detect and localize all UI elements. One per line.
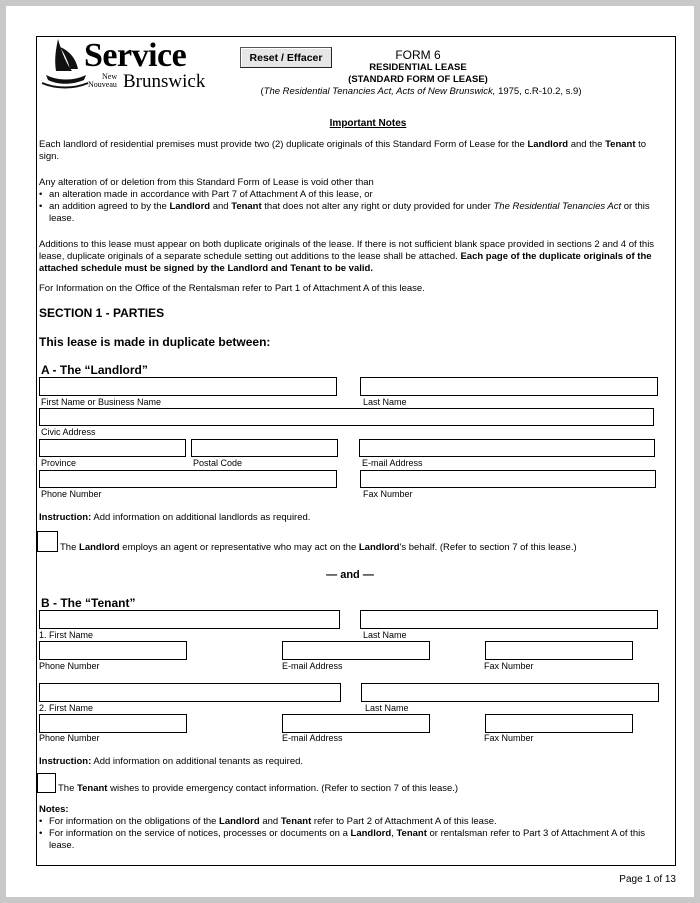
note-text: The Residential Tenancies Act xyxy=(493,201,622,212)
label-phone: Phone Number xyxy=(41,489,102,499)
label-first-name-2: 2. First Name xyxy=(39,703,94,713)
note-text: to sign. xyxy=(39,139,647,162)
tenant1-email-input[interactable] xyxy=(282,641,430,660)
tenant-heading: B - The “Tenant” xyxy=(41,596,136,610)
page xyxy=(6,6,694,897)
section-1-title: SECTION 1 - PARTIES xyxy=(39,306,165,320)
note-paragraph-1 xyxy=(39,139,655,163)
note-paragraph-4: For Information on the Office of the Rentalsman refer to Part 1 of Attachment A of this lease. xyxy=(39,283,425,294)
note-text: Landlord xyxy=(350,828,392,839)
instruction-text: Add information on additional tenants as required. xyxy=(91,756,304,767)
label-last-name: Last Name xyxy=(363,630,407,640)
form-title-1: RESIDENTIAL LEASE xyxy=(369,62,467,73)
landlord-first-name-input[interactable] xyxy=(39,377,337,396)
landlord-fax-input[interactable] xyxy=(360,470,656,488)
emergency-contact-label xyxy=(58,783,458,795)
note-text: Tenant xyxy=(231,201,262,212)
landlord-phone-input[interactable] xyxy=(39,470,337,488)
note-text: Tenant xyxy=(605,139,636,150)
act-citation-rest: 1975, c.R-10.2, s.9) xyxy=(495,86,582,97)
note-text: or rentalsman refer to Part 3 of Attachment A of this lease. xyxy=(49,828,645,851)
landlord-civic-address-input[interactable] xyxy=(39,408,654,426)
note-text: an alteration made in accordance with Part 7 of Attachment A of this lease, or xyxy=(49,189,373,200)
note-text: Landlord xyxy=(219,816,260,827)
page-number: Page 1 of 13 xyxy=(619,874,676,885)
note-text: For information on the service of notices, processes or documents on a xyxy=(49,828,351,839)
tenant2-email-input[interactable] xyxy=(282,714,430,733)
tenant1-first-name-input[interactable] xyxy=(39,610,340,629)
sailboat-logo-icon xyxy=(40,37,90,89)
label-fax: Fax Number xyxy=(484,733,534,743)
section-1-subtitle: This lease is made in duplicate between: xyxy=(39,335,271,349)
note-text: Landlord xyxy=(169,201,211,212)
label-last-name: Last Name xyxy=(363,397,407,407)
form-number: FORM 6 xyxy=(395,48,441,62)
landlord-email-input[interactable] xyxy=(359,439,655,457)
note-text: and the xyxy=(568,139,606,150)
label-phone: Phone Number xyxy=(39,733,100,743)
tenant2-first-name-input[interactable] xyxy=(39,683,341,702)
label-first-name-1: 1. First Name xyxy=(39,630,94,640)
important-notes-heading: Important Notes xyxy=(329,118,407,129)
emergency-text: wishes to provide emergency contact information. (Refer to section 7 of this lease.) xyxy=(107,783,459,794)
instruction-label: Instruction: xyxy=(39,756,92,767)
agent-checkbox[interactable] xyxy=(37,531,58,552)
form-title-2: (STANDARD FORM OF LEASE) xyxy=(348,74,488,85)
and-separator: — and — xyxy=(326,569,374,581)
service-nb-logo xyxy=(40,37,210,95)
note-text: Each landlord of residential premises must provide two (2) duplicate originals of this Standard Form of Lease for the xyxy=(39,139,528,150)
note-text: and xyxy=(259,816,281,827)
note-text: Additions to this lease must appear on both duplicate originals of the lease. If there is not sufficient blank space provided in sections 2 and 4 of this lease, duplicate originals of a separate schedule setting out additions to the lease shall be attached. xyxy=(39,239,655,262)
tenant1-phone-input[interactable] xyxy=(39,641,187,660)
act-citation-italic: The Residential Tenancies Act, Acts of New Brunswick, xyxy=(263,86,496,97)
note-text: For information on the obligations of the xyxy=(49,816,220,827)
logo-new-text: New xyxy=(102,72,118,81)
note-text: or this lease. xyxy=(49,201,650,224)
note-bullet xyxy=(39,201,655,225)
logo-brunswick-text: Brunswick xyxy=(123,71,206,92)
agent-checkbox-label xyxy=(60,542,577,554)
label-email: E-mail Address xyxy=(282,661,343,671)
label-email: E-mail Address xyxy=(362,458,423,468)
note-bullet xyxy=(39,828,665,852)
landlord-instruction xyxy=(39,512,310,524)
note-text: an addition agreed to by the xyxy=(49,201,170,212)
landlord-last-name-input[interactable] xyxy=(360,377,658,396)
note-paragraph-2 xyxy=(39,177,655,225)
instruction-label: Instruction: xyxy=(39,512,92,523)
note-paragraph-3 xyxy=(39,239,665,275)
label-email: E-mail Address xyxy=(282,733,343,743)
note-bullet xyxy=(39,816,665,828)
agent-text: Landlord xyxy=(358,542,400,553)
note-text: Tenant xyxy=(280,816,312,827)
label-phone: Phone Number xyxy=(39,661,100,671)
section-notes xyxy=(39,804,665,852)
agent-text: employs an agent or representative who may act on the xyxy=(119,542,359,553)
emergency-text: The xyxy=(58,783,78,794)
agent-text: Landlord xyxy=(79,542,120,553)
logo-nouveau-text: Nouveau xyxy=(88,80,117,89)
label-postal-code: Postal Code xyxy=(193,458,243,468)
emergency-text: Tenant xyxy=(77,783,108,794)
emergency-contact-checkbox[interactable] xyxy=(37,773,56,793)
tenant2-phone-input[interactable] xyxy=(39,714,187,733)
tenant-instruction xyxy=(39,756,303,768)
label-province: Province xyxy=(41,458,77,468)
landlord-postal-code-input[interactable] xyxy=(191,439,338,457)
agent-text: 's behalf. (Refer to section 7 of this lease.) xyxy=(399,542,577,553)
logo-service-text: Service xyxy=(84,37,187,74)
tenant1-last-name-input[interactable] xyxy=(360,610,658,629)
label-fax: Fax Number xyxy=(484,661,534,671)
tenant1-fax-input[interactable] xyxy=(485,641,633,660)
instruction-text: Add information on additional landlords as required. xyxy=(91,512,311,523)
label-first-name-business: First Name or Business Name xyxy=(41,397,162,407)
reset-button[interactable]: Reset / Effacer xyxy=(240,47,332,68)
note-text: , xyxy=(391,828,397,839)
note-text: Tenant xyxy=(396,828,427,839)
note-bullet xyxy=(39,189,655,201)
note-text: that does not alter any right or duty provided for under xyxy=(261,201,494,212)
tenant2-last-name-input[interactable] xyxy=(361,683,659,702)
label-last-name: Last Name xyxy=(365,703,409,713)
tenant2-fax-input[interactable] xyxy=(485,714,633,733)
note-text: and xyxy=(210,201,232,212)
label-civic-address: Civic Address xyxy=(41,427,96,437)
note-text: Landlord xyxy=(527,139,569,150)
note-text: Each page of the duplicate originals of the attached schedule must be signed by the Landlord and Tenant to be valid. xyxy=(39,251,652,274)
note-text: refer to Part 2 of Attachment A of this lease. xyxy=(311,816,497,827)
note-text: Any alteration of or deletion from this Standard Form of Lease is void other than xyxy=(39,177,374,188)
agent-text: The xyxy=(60,542,80,553)
form-act-citation: (The Residential Tenancies Act, Acts of New Brunswick, 1975, c.R-10.2, s.9) xyxy=(260,86,582,97)
landlord-province-input[interactable] xyxy=(39,439,186,457)
notes-label: Notes: xyxy=(39,804,69,815)
landlord-heading: A - The “Landlord” xyxy=(41,363,148,377)
label-fax: Fax Number xyxy=(363,489,413,499)
